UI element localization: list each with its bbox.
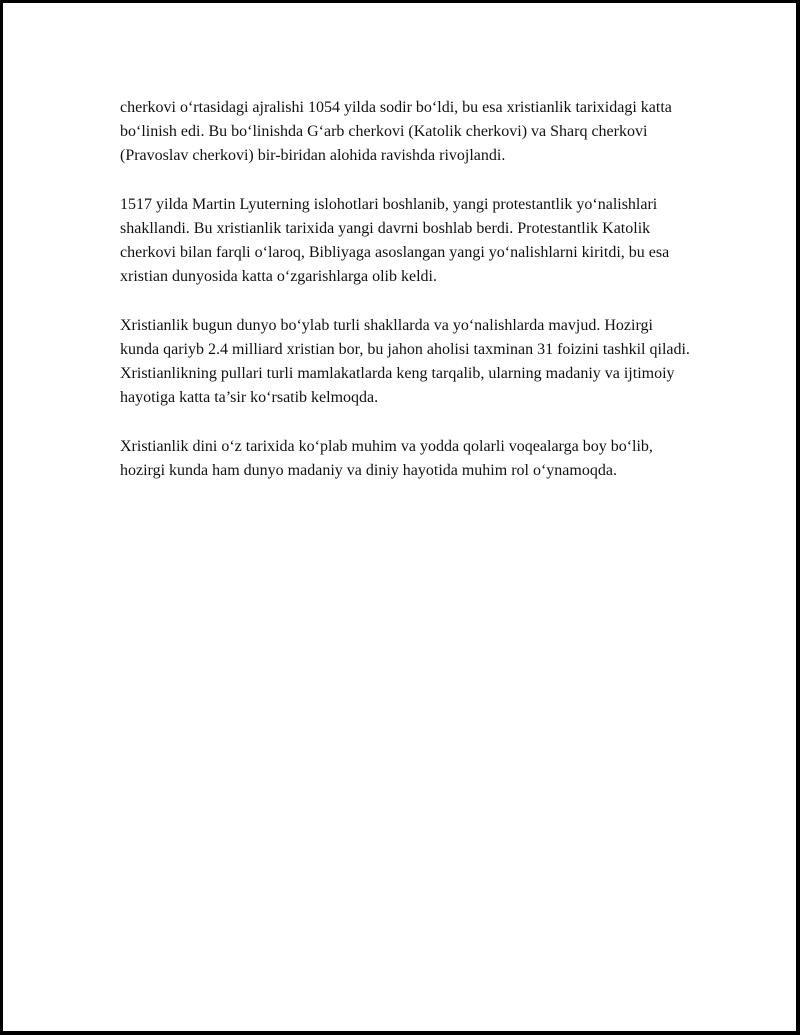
paragraph-reformation: 1517 yilda Martin Lyuterning islohotlari boshlanib, yangi protestantlik yo‘nalishlari shakllandi. Bu xristianlik tarixida yangi davrni boshlab berdi. Protestantlik Katolik cherkovi bilan farqli o‘laroq, Bibliyaga asoslangan yangi yo‘nalishlarni kiritdi, bu esa xristian dunyosida katta o‘zgarishlarga olib keldi.	[120, 195, 670, 286]
paragraph-conclusion: Xristianlik dini o‘z tarixida ko‘plab muhim va yodda qolarli voqealarga boy bo‘lib, hozirgi kunda ham dunyo madaniy va diniy hayotida muhim rol o‘ynamoqda.	[120, 437, 653, 479]
paragraph-christianity-today: Xristianlik bugun dunyo bo‘ylab turli shakllarda va yo‘nalishlarda mavjud. Hozirgi kunda qariyb 2.4 milliard xristian bor, bu jahon aholisi taxminan 31 foizini tashkil qiladi. Xristianlikning pullari turli mamlakatlarda keng tarqalib, ularning madaniy va ijtimoiy hayotiga katta ta’sir ko‘rsatib kelmoqda.	[120, 316, 690, 407]
document-body	[120, 96, 695, 507]
paragraph-church-schism: cherkovi o‘rtasidagi ajralishi 1054 yilda sodir bo‘ldi, bu esa xristianlik tarixidagi katta bo‘linish edi. Bu bo‘linishda G‘arb cherkovi (Katolik cherkovi) va Sharq cherkovi (Pravoslav cherkovi) bir-biridan alohida ravishda rivojlandi.	[120, 99, 672, 165]
